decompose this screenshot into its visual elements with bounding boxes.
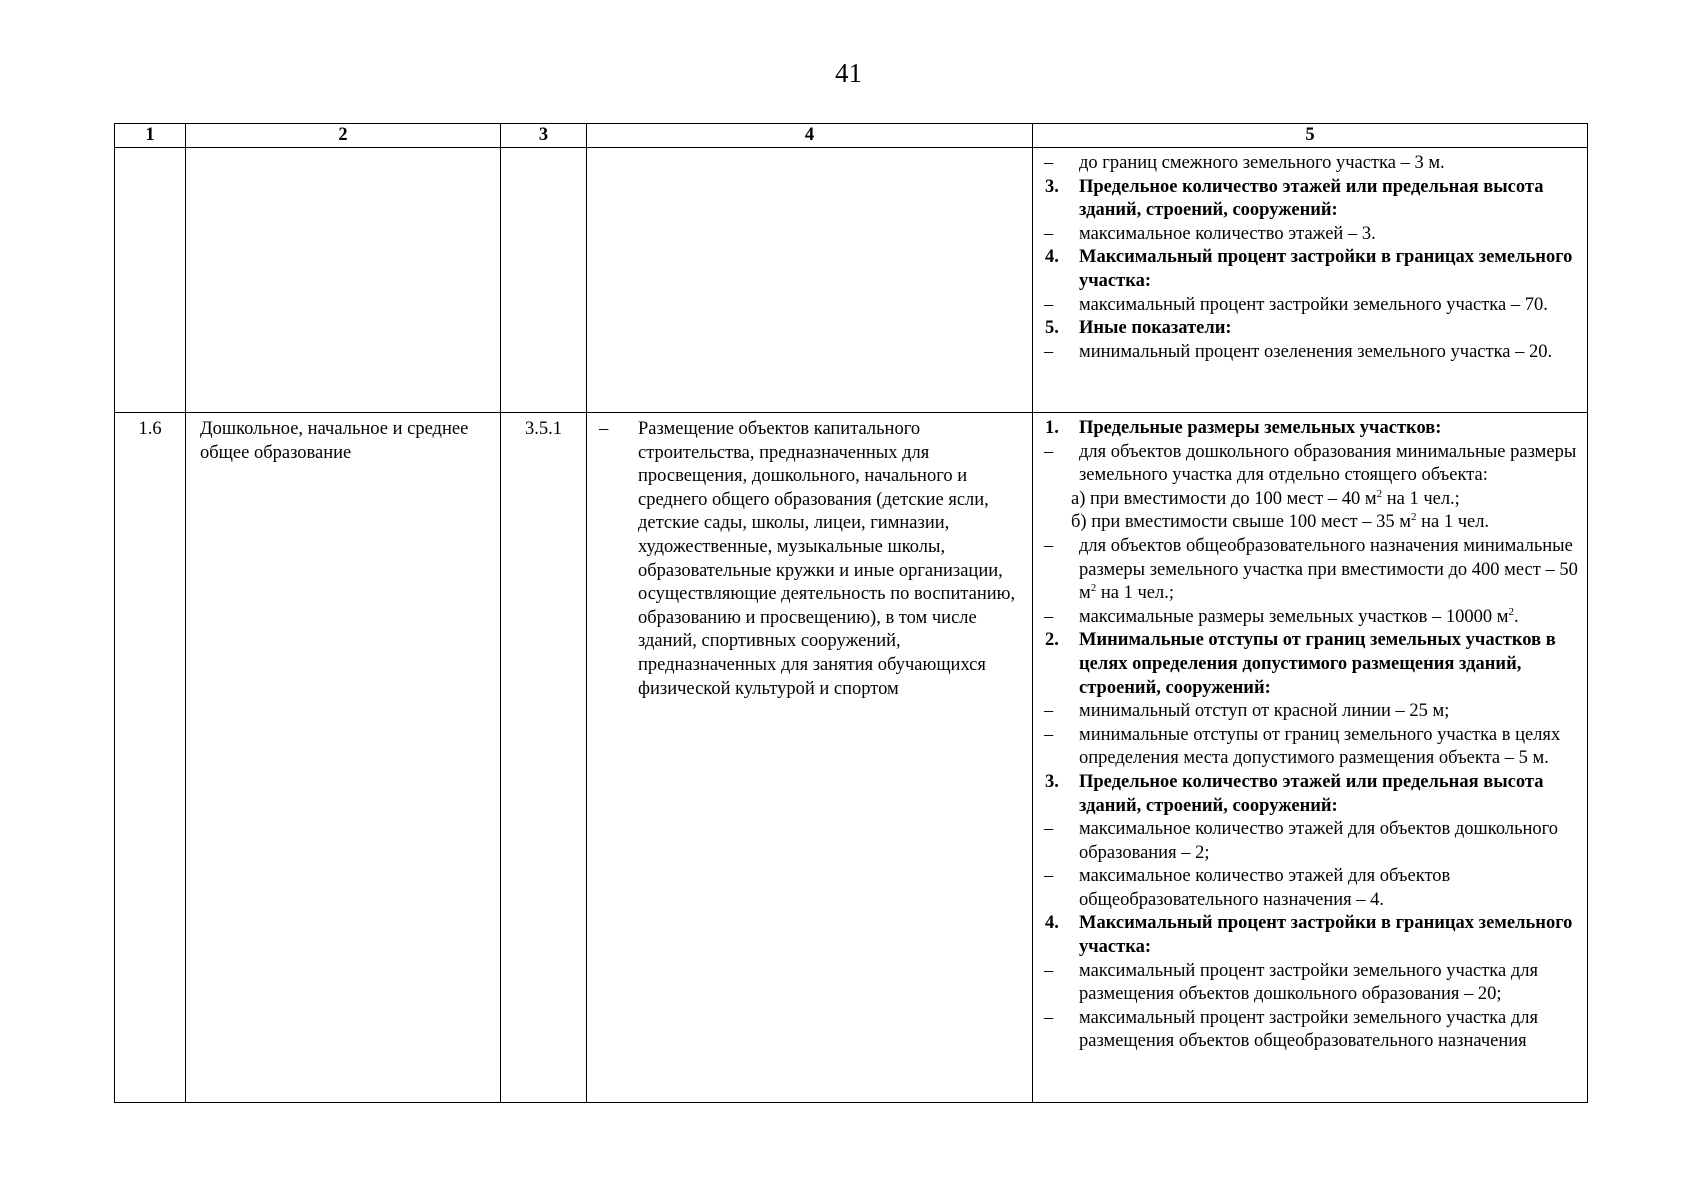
item-text: Предельные размеры земельных участков:	[1079, 418, 1442, 438]
item-text: максимальное количество этажей для объектов общеобразовательного назначения – 4.	[1079, 866, 1451, 910]
list-item	[1033, 960, 1587, 1007]
item-text: Минимальные отступы от границ земельных участков в целях определения допустимого размещения зданий, строений, сооружений:	[1079, 630, 1556, 698]
dash-marker: –	[599, 419, 609, 439]
header-col-4: 4	[587, 124, 1033, 148]
item-text: для объектов общеобразовательного назначения минимальные размеры земельного участка при вместимости до 400 мест – 50 $м^2$ на 1 чел.;	[1079, 535, 1578, 604]
list-item	[1033, 818, 1587, 865]
section-heading	[1033, 317, 1587, 341]
section-number: 4.	[1045, 913, 1059, 934]
sub-item	[1033, 511, 1587, 535]
header-col-2: 2	[186, 124, 501, 148]
use-type-name: Дошкольное, начальное и среднее общее образование	[186, 413, 501, 1103]
use-type-code: 3.5.1	[501, 413, 587, 1103]
list-item	[1033, 535, 1587, 606]
row-number: 1.6	[115, 413, 186, 1103]
item-text: максимальное количество этажей для объектов дошкольного образования – 2;	[1079, 819, 1559, 863]
item-text: а) при вместимости до 100 мест – 40 $м^2$ на 1 чел.;	[1071, 487, 1460, 509]
section-heading	[1033, 912, 1587, 959]
list-item	[1033, 1007, 1587, 1054]
section-number: 3.	[1045, 176, 1059, 197]
cell-empty	[186, 148, 501, 413]
superscript: 2	[1410, 511, 1417, 524]
section-number: 5.	[1045, 318, 1059, 339]
dash-marker: –	[1044, 866, 1054, 887]
item-text: максимальное количество этажей – 3.	[1079, 223, 1376, 244]
header-col-3: 3	[501, 124, 587, 148]
dash-marker: –	[1044, 223, 1054, 244]
dash-marker: –	[1044, 153, 1054, 173]
list-item	[1033, 441, 1587, 488]
list-item	[1033, 341, 1587, 365]
parameters-list	[1033, 417, 1587, 1054]
cell-empty	[115, 148, 186, 413]
dash-marker: –	[1044, 341, 1054, 362]
item-text: максимальный процент застройки земельного участка для размещения объектов общеобразовательного назначения	[1079, 1007, 1539, 1052]
list-item	[1033, 294, 1587, 318]
superscript: 2	[1508, 605, 1514, 618]
sub-item	[1033, 488, 1587, 512]
item-text: минимальные отступы от границ земельного участка в целях определения места допустимого размещения объекта – 5 м.	[1079, 724, 1561, 769]
section-heading	[1033, 417, 1587, 441]
item-text: максимальные размеры земельных участков – 10000 $м^2$.	[1079, 605, 1519, 627]
item-text: минимальный отступ от красной линии – 25 м;	[1079, 701, 1450, 722]
list-item	[1033, 223, 1587, 247]
use-type-description: Размещение объектов капитального строительства, предназначенных для просвещения, дошкольного, начального и среднего общего образования (детские ясли, детские сады, школы, лицеи, гимназии, художественные, музыкальные школы, образовательные кружки и иные организации, осуществляющие деятельность по воспитанию, образованию и просвещению), в том числе зданий, спортивных сооружений, предназначенных для занятия обучающихся физической культурой и спортом	[638, 419, 1016, 699]
cell-empty	[587, 148, 1033, 413]
item-text: максимальный процент застройки земельного участка – 70.	[1079, 294, 1548, 315]
section-number: 2.	[1045, 630, 1059, 651]
item-text: до границ смежного земельного участка – 3 м.	[1079, 153, 1445, 173]
cell-parameters-continued	[1033, 148, 1588, 413]
dash-marker: –	[1044, 1007, 1054, 1028]
section-heading	[1033, 176, 1587, 223]
section-number: 4.	[1045, 247, 1059, 268]
section-heading	[1033, 629, 1587, 700]
dash-marker: –	[1044, 535, 1054, 556]
item-text: максимальный процент застройки земельного участка для размещения объектов дошкольного образования – 20;	[1079, 960, 1539, 1005]
dash-marker: –	[1044, 441, 1054, 462]
regulations-table	[114, 123, 1588, 1103]
header-col-5: 5	[1033, 124, 1588, 148]
dash-marker: –	[1044, 606, 1054, 627]
cell-empty	[501, 148, 587, 413]
item-text: Максимальный процент застройки в границах земельного участка:	[1079, 913, 1573, 958]
list-item	[1033, 865, 1587, 912]
section-heading	[1033, 246, 1587, 293]
dash-marker: –	[1044, 819, 1054, 840]
item-text: минимальный процент озеленения земельного участка – 20.	[1079, 341, 1553, 362]
cell-parameters	[1033, 413, 1588, 1103]
list-item	[1033, 606, 1587, 630]
table-row	[115, 413, 1588, 1103]
list-item	[1033, 724, 1587, 771]
superscript: 2	[1376, 487, 1383, 500]
list-item	[1033, 152, 1587, 176]
use-type-description-cell	[587, 413, 1033, 1103]
item-text: для объектов дошкольного образования минимальные размеры земельного участка для отдельно стоящего объекта:	[1079, 441, 1577, 486]
page-number: 41	[835, 58, 862, 88]
superscript: 2	[1090, 582, 1097, 595]
dash-marker: –	[1044, 960, 1054, 981]
table-header-row	[115, 124, 1588, 148]
dash-marker: –	[1044, 724, 1054, 745]
section-heading	[1033, 771, 1587, 818]
item-text: Предельное количество этажей или предельная высота зданий, строений, сооружений:	[1079, 771, 1544, 816]
table-row-continued	[115, 148, 1588, 413]
list-item	[1033, 700, 1587, 724]
item-text: Максимальный процент застройки в границах земельного участка:	[1079, 247, 1573, 291]
item-text: Предельное количество этажей или предельная высота зданий, строений, сооружений:	[1079, 176, 1544, 221]
item-text: б) при вместимости свыше 100 мест – 35 $м^2$ на 1 чел.	[1071, 511, 1490, 533]
section-number: 1.	[1045, 418, 1059, 438]
description-item	[593, 418, 1026, 701]
parameters-list	[1033, 152, 1587, 364]
dash-marker: –	[1044, 294, 1054, 315]
header-col-1: 1	[115, 124, 186, 148]
section-number: 3.	[1045, 771, 1059, 792]
item-text: Иные показатели:	[1079, 318, 1232, 339]
dash-marker: –	[1044, 701, 1054, 722]
